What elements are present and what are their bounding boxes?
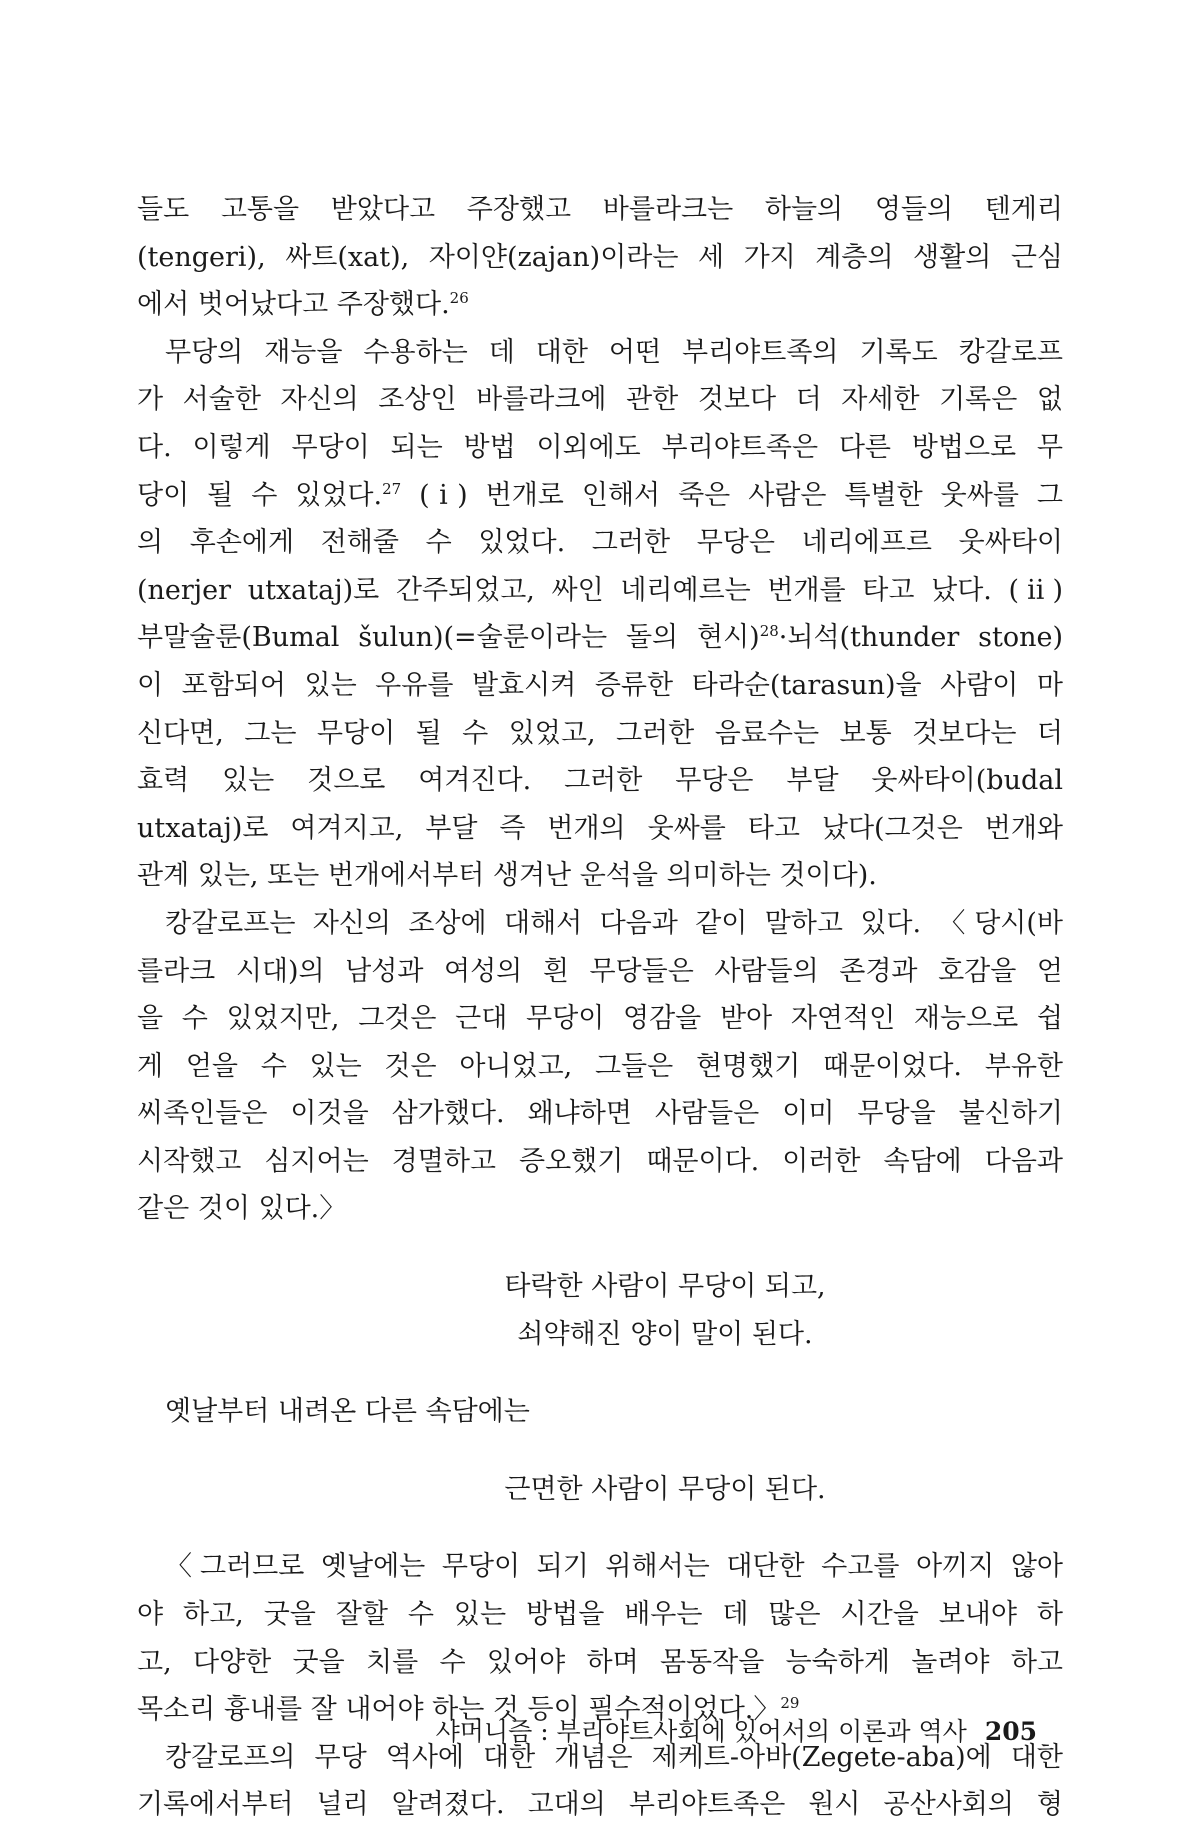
paragraph-group-2 (137, 1543, 1063, 1829)
line-text: 들도 고통을 받았다고 주장했고 바를라크는 하늘의 영들의 텐게리 (137, 194, 1063, 225)
text-line (137, 1639, 1063, 1687)
text-line (137, 757, 1063, 805)
text-line (137, 710, 1063, 758)
line-text: 〈그러므로 옛날에는 무당이 되기 위해서는 대단한 수고를 아끼지 않아 (165, 1551, 1063, 1583)
text-line (137, 234, 1063, 282)
text-line (137, 948, 1063, 996)
line-text: (nerjer utxataj)로 간주되었고, 싸인 네리예르는 번개를 타고 났다. (ⅱ) (137, 574, 1063, 606)
text-line (137, 424, 1063, 472)
text-line (137, 519, 1063, 567)
line-text-continued: (ⅰ) 번개로 인해서 죽은 사람은 특별한 웃싸를 그 (401, 479, 1063, 511)
text-line (137, 1591, 1063, 1639)
line-text: 효력 있는 것으로 여겨진다. 그러한 무당은 부달 웃싸타이(budal (137, 765, 1063, 797)
text-line (137, 1138, 1063, 1186)
line-text: 당이 될 수 있었다. (137, 479, 383, 511)
text-line (137, 662, 1063, 710)
body-text (137, 186, 1063, 1829)
line-text: 야 하고, 굿을 잘할 수 있는 방법을 배우는 데 많은 시간을 보내야 하 (137, 1599, 1063, 1631)
text-line (137, 995, 1063, 1043)
line-text: 기록에서부터 널리 알려졌다. 고대의 부리야트족은 원시 공산사회의 형 (137, 1789, 1063, 1821)
line-text: 무당의 재능을 수용하는 데 대한 어떤 부리야트족의 기록도 캉갈로프 (165, 336, 1063, 368)
line-text: 가 서술한 자신의 조상인 바를라크에 관한 것보다 더 자세한 기록은 없 (137, 384, 1063, 416)
text-line (137, 376, 1063, 424)
line-text: 다. 이렇게 무당이 되는 방법 이외에도 부리야트족은 다른 방법으로 무 (137, 431, 1063, 463)
text-line (137, 567, 1063, 615)
footnote-ref: 28 (759, 622, 779, 641)
text-line (137, 281, 1063, 329)
verse-line: 근면한 사람이 무당이 된다. (504, 1473, 826, 1505)
text-line (137, 1185, 1063, 1233)
page-footer (436, 1712, 1037, 1752)
footnote-ref: 26 (449, 289, 469, 308)
line-text: 씨족인들은 이것을 삼가했다. 왜냐하면 사람들은 이미 무당을 불신하기 (137, 1098, 1063, 1130)
text-line (137, 472, 1063, 520)
line-text: utxataj)로 여겨지고, 부달 즉 번개의 웃싸를 타고 났다(그것은 번개와 (137, 812, 1063, 844)
verse-line: 쇠약해진 양이 말이 된다. (517, 1318, 813, 1350)
text-line (137, 900, 1063, 948)
line-text: 캉갈로프의 무당 역사에 대한 개념은 제케트-아바(Zegete-aba)에 대한 (165, 1741, 1063, 1773)
text-line (137, 329, 1063, 377)
running-title: 샤머니즘 : 부리야트사회에 있어서의 이론과 역사 (435, 1717, 967, 1746)
line-text: 시작했고 심지어는 경멸하고 증오했기 때문이다. 이러한 속담에 다음과 (137, 1145, 1063, 1177)
line-text: 목소리 흉내를 잘 내어야 하는 것 등이 필수적이었다.〉 (137, 1694, 781, 1726)
line-text: 부말술룬(Bumal šulun)(=술룬이라는 돌의 현시) (137, 622, 760, 654)
text-line (137, 852, 1063, 900)
text-line (137, 614, 1063, 662)
text-line (137, 805, 1063, 853)
line-text-continued: ·뇌석(thunder stone) (778, 622, 1063, 654)
line-text: 캉갈로프는 자신의 조상에 대해서 다음과 같이 말하고 있다. 〈당시(바 (165, 907, 1063, 939)
line-text: 에서 벗어났다고 주장했다. (137, 289, 450, 321)
paragraph-group-1 (137, 186, 1063, 1233)
line-text: 의 후손에게 전해줄 수 있었다. 그러한 무당은 네리에프르 웃싸타이 (137, 527, 1063, 559)
text-line (137, 1543, 1063, 1591)
line-text: 같은 것이 있다.〉 (137, 1193, 347, 1225)
text-line (137, 1043, 1063, 1091)
line-text: 을 수 있었지만, 그것은 근대 무당이 영감을 받아 자연적인 재능으로 쉽 (137, 1003, 1063, 1035)
line-text: 게 얻을 수 있는 것은 아니었고, 그들은 현명했기 때문이었다. 부유한 (137, 1050, 1063, 1082)
line-text: 이 포함되어 있는 우유를 발효시켜 증류한 타라순(tarasun)을 사람이 마 (137, 669, 1063, 701)
text-line (137, 1781, 1063, 1829)
line-text: 를라크 시대)의 남성과 여성의 흰 무당들은 사람들의 존경과 호감을 얻 (137, 955, 1063, 987)
verse-line: 타락한 사람이 무당이 되고, (504, 1271, 826, 1303)
text-line (137, 186, 1063, 234)
line-text: 신다면, 그는 무당이 될 수 있었고, 그러한 음료수는 보통 것보다는 더 (137, 717, 1063, 749)
line-text: 고, 다양한 굿을 치를 수 있어야 하며 몸동작을 능숙하게 놀려야 하고 (137, 1646, 1063, 1678)
line-text: (tengeri), 싸트(xat), 자이얀(zajan)이라는 세 가지 계층의 생활의 근심 (137, 241, 1063, 273)
footnote-ref: 27 (382, 479, 402, 498)
footnote-ref: 29 (780, 1694, 800, 1713)
page-number: 205 (984, 1717, 1037, 1746)
line-text: 관계 있는, 또는 번개에서부터 생겨난 운석을 의미하는 것이다). (137, 860, 877, 892)
proverb-intro: 옛날부터 내려온 다른 속담에는 (165, 1396, 530, 1428)
text-line (137, 1090, 1063, 1138)
